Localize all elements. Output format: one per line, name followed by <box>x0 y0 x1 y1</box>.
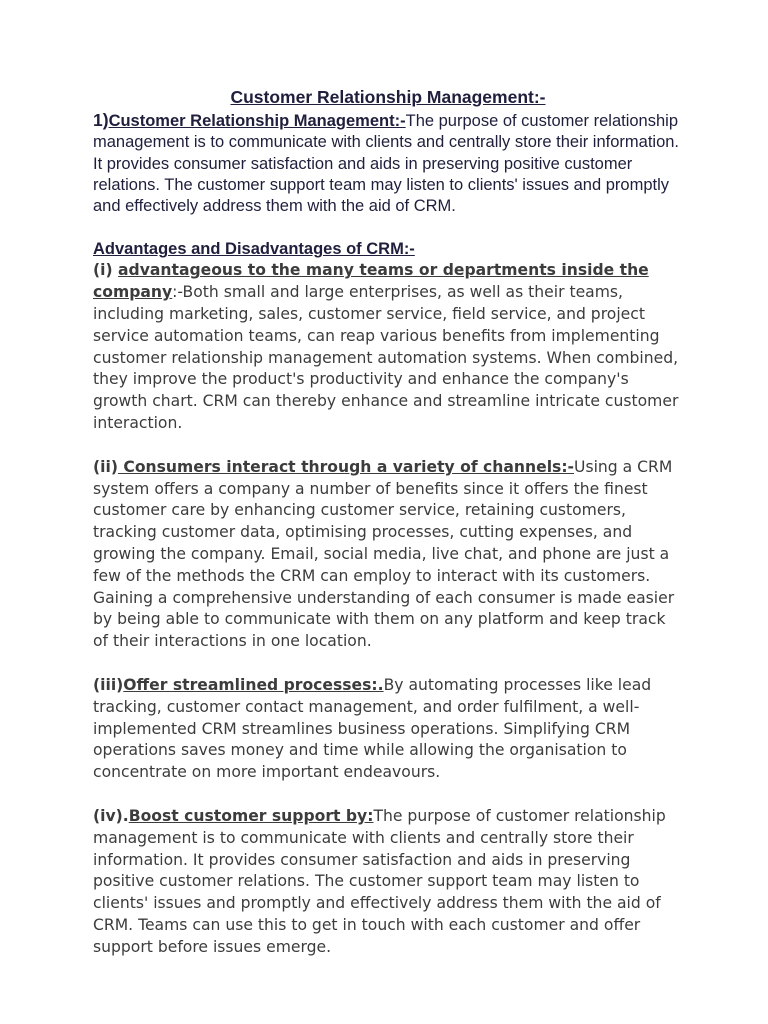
item-marker: (iv). <box>93 807 129 826</box>
intro-text: The purpose of customer relationship management is to communicate with clients and centrally store their information. It provides consumer satisfaction and aids in preserving positive customer relations. The customer support team may listen to clients' issues and promptly and effectively address them with the aid of CRM. <box>93 112 680 216</box>
list-item-2 <box>93 457 683 653</box>
item-heading: advantageous to the many teams or departments inside the <box>118 261 649 280</box>
item-heading: Boost customer support by: <box>128 807 374 826</box>
item-text: By automating processes like lead tracking, customer contact management, and order fulfilment, a well-implemented CRM streamlines business operations. Simplifying CRM operations saves money and time while allowing the organisation to concentrate on more important endeavours. <box>93 676 652 782</box>
list-item-4 <box>93 806 683 959</box>
item-heading: Consumers interact through a variety of channels:- <box>117 457 575 476</box>
intro-lead: Customer Relationship Management:- <box>108 112 406 130</box>
page-title: Customer Relationship Management:- <box>230 87 546 107</box>
item-marker: (ii) <box>93 457 118 476</box>
section-heading: Advantages and Disadvantages of CRM:- <box>93 240 415 259</box>
item-text: Using a CRM system offers a company a number of benefits since it offers the finest customer care by enhancing customer service, retaining customers, tracking customer data, optimising processes, cutting expenses, and growing the company. Email, social media, live chat, and phone are just a few of the methods the CRM can employ to interact with its customers. Gaining a comprehensive understanding of each consumer is made easier by being able to communicate with them on any platform and keep track of their interactions in one location. <box>93 457 675 651</box>
list-item-3 <box>93 675 683 784</box>
document-page <box>93 86 683 959</box>
item-text: :-Both small and large enterprises, as well as their teams, including marketing, sales, customer service, field service, and project service automation teams, can reap various benefits from implementing customer relationship management automation systems. When combined, they improve the product's productivity and enhance the company's growth chart. CRM can thereby enhance and streamline intricate customer interaction. <box>93 283 679 433</box>
item-heading: Offer streamlined processes:. <box>123 676 384 695</box>
item-heading-cont: company <box>93 283 173 302</box>
item-marker: (i) <box>93 261 119 280</box>
intro-paragraph <box>93 110 683 217</box>
intro-number: 1) <box>93 110 109 130</box>
item-text: The purpose of customer relationship management is to communicate with clients and centrally store their information. It provides consumer satisfaction and aids in preserving positive customer relations. The customer support team may listen to clients' issues and promptly and effectively address them with the aid of CRM. Teams can use this to get in touch with each customer and offer support before issues emerge. <box>93 807 666 956</box>
item-marker: (iii) <box>93 676 124 695</box>
list-item-1 <box>93 260 683 434</box>
